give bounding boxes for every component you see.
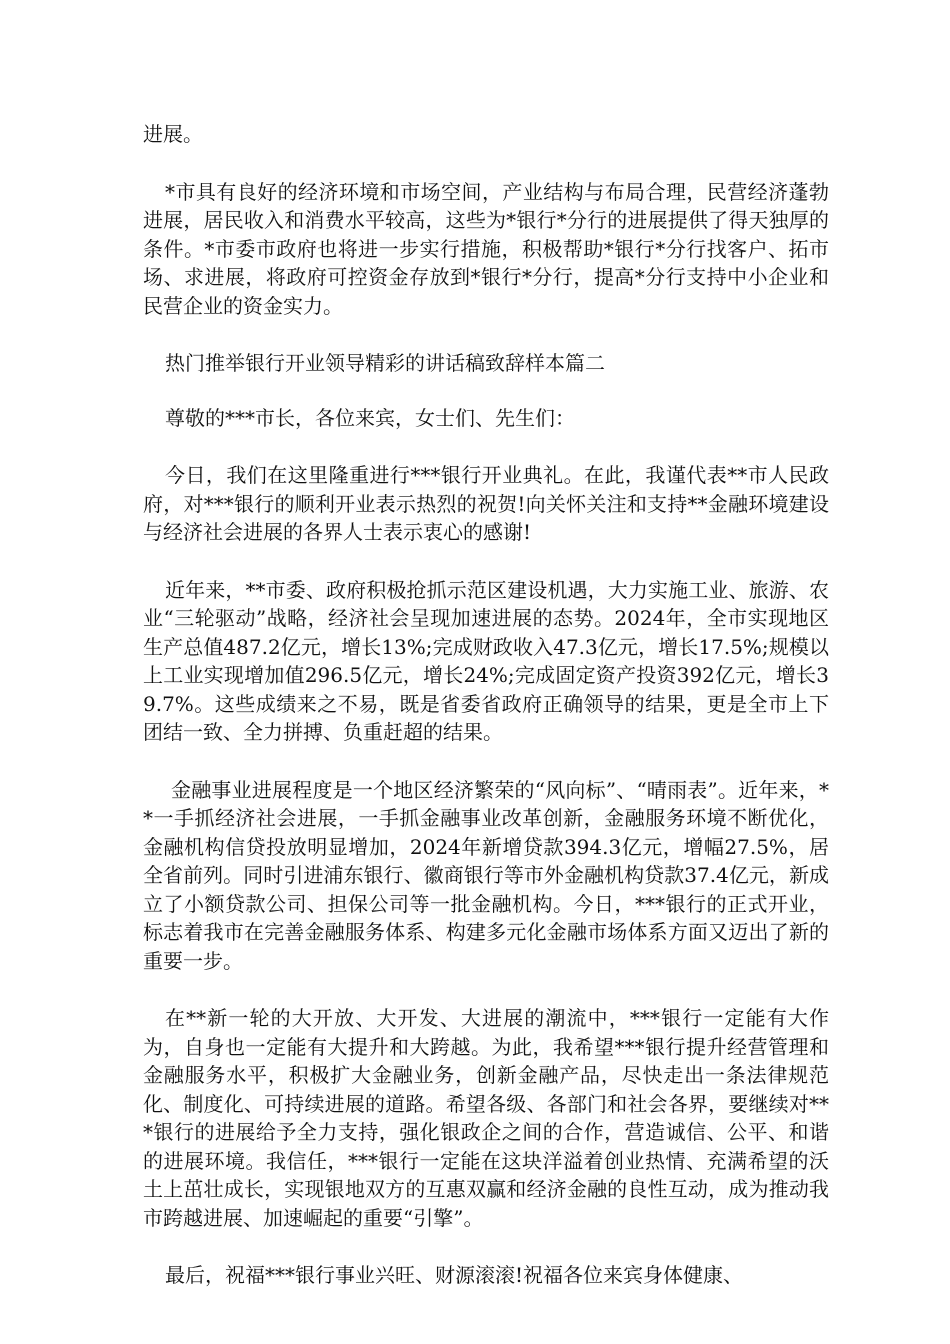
paragraph-city-environment: *市具有良好的经济环境和市场空间，产业结构与布局合理，民营经济蓬勃进展，居民收入和消费水平较高，这些为*银行*分行的进展提供了得天独厚的条件。*市委市政府也将进一步实行措施，积极帮助*银行*分行找客户、拓市场、求进展，将政府可控资金存放到*银行*分行，提高*分行支持中小企业和民营企业的资金实力。 (143, 179, 829, 318)
document-body (143, 120, 829, 1319)
paragraph-closing-wishes: 最后，祝福***银行事业兴旺、财源滚滚!祝福各位来宾身体健康、 (165, 1263, 744, 1287)
paragraph-financial-development: 金融事业进展程度是一个地区经济繁荣的“风向标”、“晴雨表”。近年来，**一手抓经济社会进展，一手抓金融事业改革创新，金融服务环境不断优化，金融机构信贷投放明显增加，2024年新增贷款394.3亿元，增幅27.5%，居全省前列。同时引进浦东银行、徽商银行等市外金融机构贷款37.4亿元，新成立了小额贷款公司、担保公司等一批金融机构。今日，***银行的正式开业，标志着我市在完善金融服务体系、构建多元化金融市场体系方面又迈出了新的重要一步。 (143, 777, 829, 973)
paragraph-expectations: 在**新一轮的大开放、大开发、大进展的潮流中，***银行一定能有大作为，自身也一定能有大提升和大跨越。为此，我希望***银行提升经营管理和金融服务水平，积极扩大金融业务，创新金融产品，尽快走出一条法律规范化、制度化、可持续进展的道路。希望各级、各部门和社会各界，要继续对***银行的进展给予全力支持，强化银政企之间的合作，营造诚信、公平、和谐的进展环境。我信任，***银行一定能在这块洋溢着创业热情、充满希望的沃土上茁壮成长，实现银地双方的互惠双赢和经济金融的良性互动，成为推动我市跨越进展、加速崛起的重要“引擎”。 (143, 1006, 829, 1230)
paragraph-continuation: 进展。 (143, 122, 203, 146)
section-heading: 热门推举银行开业领导精彩的讲话稿致辞样本篇二 (165, 351, 605, 375)
salutation: 尊敬的***市长，各位来宾，女士们、先生们： (165, 405, 575, 430)
paragraph-economic-achievements: 近年来，**市委、政府积极抢抓示范区建设机遇，大力实施工业、旅游、农业“三轮驱动”战略，经济社会呈现加速进展的态势。2024年，全市实现地区生产总值487.2亿元，增长13%;完成财政收入47.3亿元，增长17.5%;规模以上工业实现增加值296.5亿元，增长24%;完成固定资产投资392亿元，增长39.7%。这些成绩来之不易，既是省委省政府正确领导的结果，更是全市上下团结一致、全力拼搏、负重赶超的结果。 (143, 577, 829, 744)
paragraph-opening-congratulations: 今日，我们在这里隆重进行***银行开业典礼。在此，我谨代表**市人民政府，对***银行的顺利开业表示热烈的祝贺!向关怀关注和支持**金融环境建设与经济社会进展的各界人士表示衷心的感谢! (143, 463, 829, 544)
